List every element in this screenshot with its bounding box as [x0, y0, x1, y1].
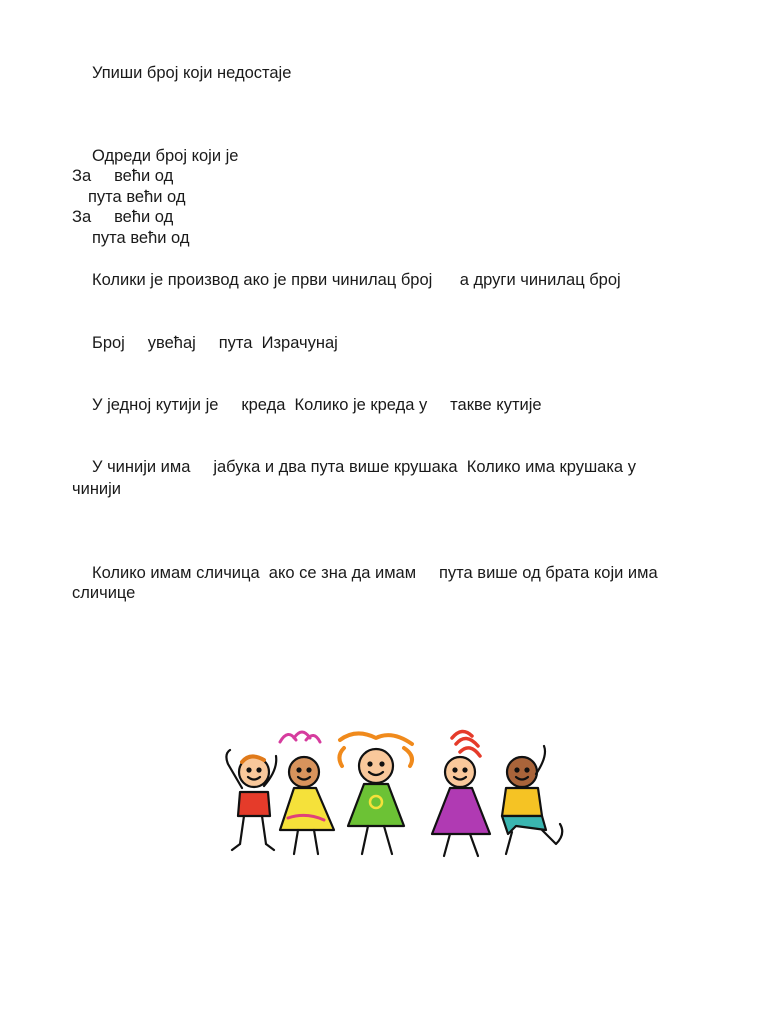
- task1-instruction: Упиши број који недостаје: [92, 64, 292, 82]
- task2-line-a: За већи од: [72, 167, 174, 185]
- kid-2: [280, 732, 334, 854]
- task7-question-line1: Колико имам сличица ако се зна да имам пута више од брата који има: [92, 564, 658, 582]
- task7-question-line2: сличице: [72, 584, 136, 602]
- kid-5: [502, 746, 562, 854]
- kid-4: [432, 731, 490, 856]
- kid-1: [226, 750, 276, 850]
- task6-question-line2: чинији: [72, 480, 122, 498]
- task2-line-b: пута већи од: [88, 188, 186, 206]
- task2-line-d: пута већи од: [92, 229, 190, 247]
- task2-instruction: Одреди број који је: [92, 147, 239, 165]
- task4-question: Број увећај пута Израчунај: [92, 334, 338, 352]
- kid-3: [339, 733, 412, 854]
- dancing-kids-illustration: [216, 726, 576, 866]
- task3-question: Колики је производ ако је први чинилац број а други чинилац број: [92, 271, 621, 289]
- task6-question-line1: У чинији има јабука и два пута више крушака Колико има крушака у: [92, 458, 636, 476]
- task5-question: У једној кутији је креда Колико је креда у такве кутије: [92, 396, 542, 414]
- task2-line-c: За већи од: [72, 208, 174, 226]
